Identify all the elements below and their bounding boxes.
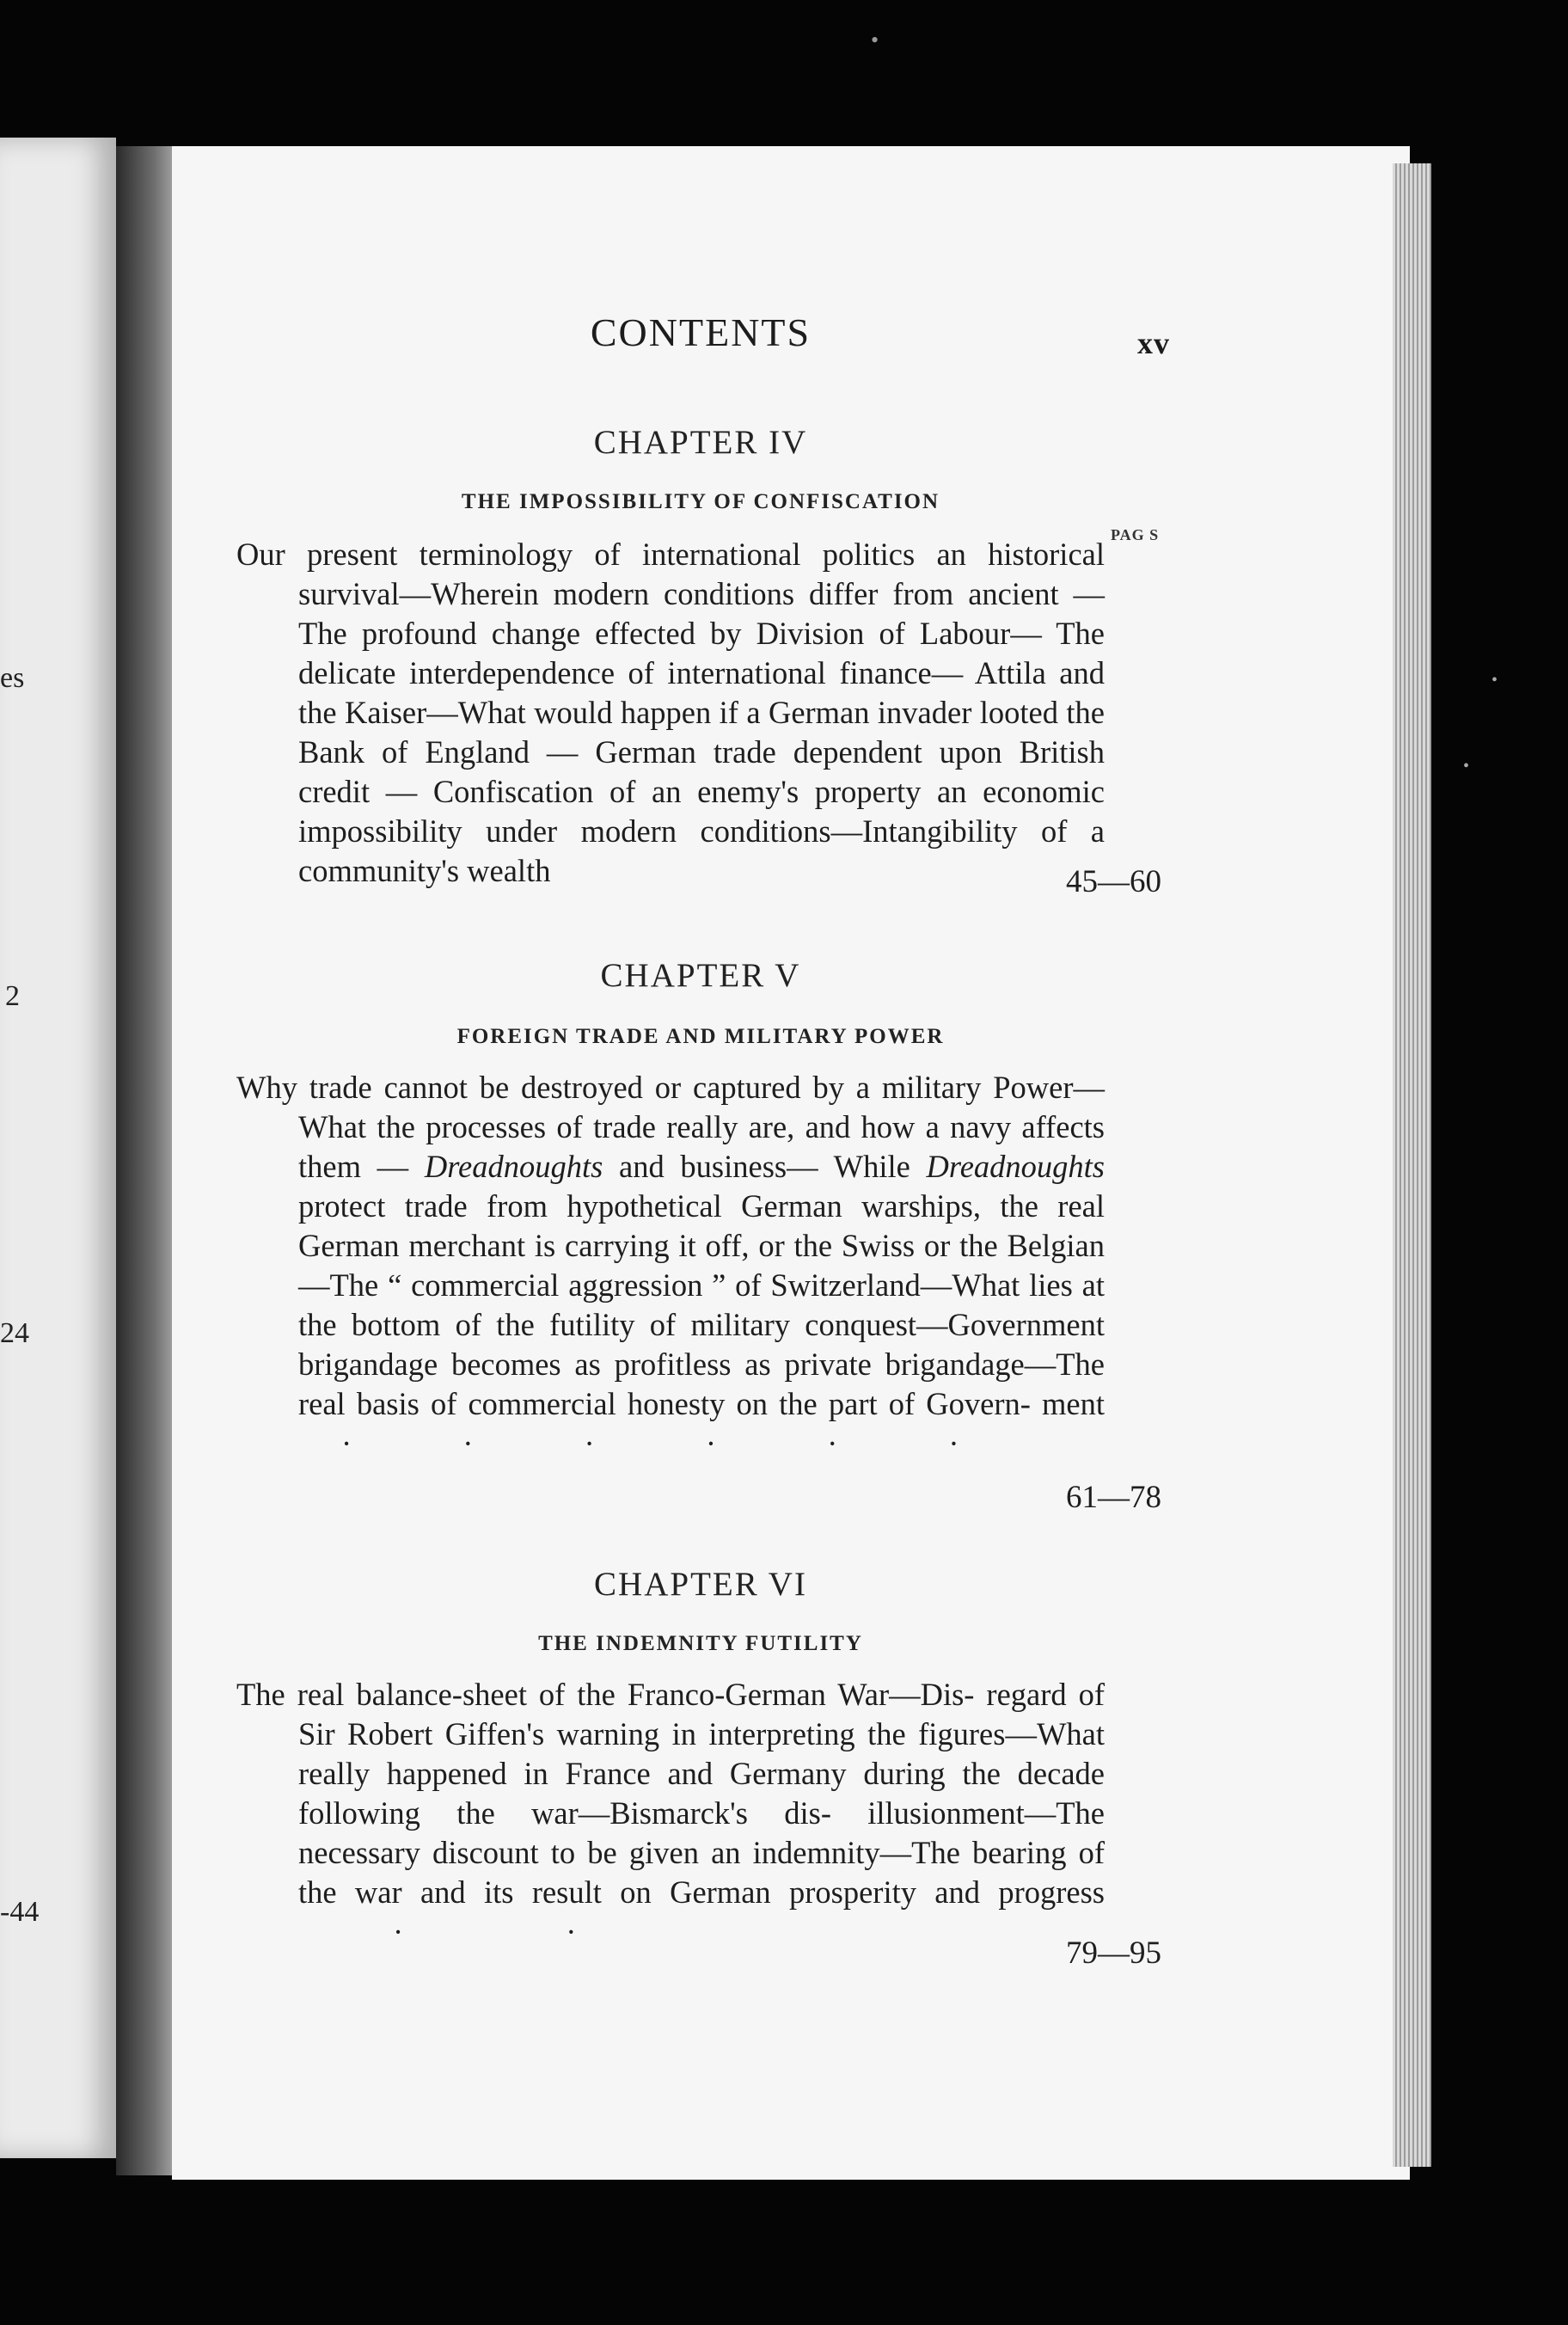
page-edges (1393, 163, 1431, 2167)
leader-dots: · · · · · · (341, 1426, 1011, 1461)
ship-name-italic: Dreadnoughts (926, 1149, 1106, 1184)
page-number: xv (1137, 326, 1170, 360)
chapter-page-range: 79—95 (1066, 1935, 1161, 1971)
chapter-summary-text: and business— While (603, 1149, 927, 1184)
chapter-summary-last-line: conditions—Intangibility of a community's wealth (298, 813, 1105, 888)
chapter-summary-text: The real balance-sheet of the Franco-German War—Dis- regard of Sir Robert Giffen's warning in interpreting the figures—What really happened in France and Germany during the decade following the war—Bismarck's dis- illusionment—The necessary discount to be given an indemnity—The bearing of the war and its result on (236, 1677, 1105, 1910)
scan-speck: • (1491, 671, 1498, 690)
left-page-fragment: -44 (0, 1896, 40, 1928)
chapter-summary-last-line: German prosperity and progress (670, 1874, 1106, 1910)
chapter-summary (236, 1675, 1105, 1952)
left-facing-page (0, 138, 116, 2158)
chapter-heading: CHAPTER V (600, 957, 801, 994)
left-page-fragment: 24 (0, 1317, 29, 1349)
chapter-summary-text: protect trade from hypothetical German warships, the real German merchant is carrying it off, or the Swiss or the Belgian—The “ commercial aggression ” of Switzerland—What lies at the bottom of the futility of military conquest—Government brigandage becomes as profitless as private brigandage—The real basis of commercial honesty on the part of Govern- (298, 1188, 1105, 1421)
leader-dots: · · (393, 1914, 654, 1949)
chapter-page-range: 61—78 (1066, 1480, 1161, 1515)
chapter-subtitle: FOREIGN TRADE AND MILITARY POWER (456, 1025, 945, 1048)
chapter-summary-text: Why trade cannot be destroyed or captured by a military Power—What the processes of trade really are, and how a navy affects them — (236, 1070, 1105, 1184)
chapter-page-range: 45—60 (1066, 864, 1161, 899)
chapter-summary-last-line: ment (1042, 1386, 1105, 1421)
chapter-subtitle: THE IMPOSSIBILITY OF CONFISCATION (461, 490, 940, 513)
left-page-fragment: es (0, 662, 25, 694)
scan-speck: • (871, 28, 879, 52)
scan-speck: • (1463, 757, 1470, 776)
chapter-subtitle: THE INDEMNITY FUTILITY (538, 1632, 863, 1655)
chapter-heading: CHAPTER VI (594, 1566, 807, 1603)
chapter-heading: CHAPTER IV (593, 424, 808, 461)
chapter-summary (236, 1068, 1105, 1463)
left-page-fragment: 2 (5, 980, 20, 1012)
page-title: CONTENTS (590, 310, 812, 354)
chapter-summary (236, 535, 1105, 891)
chapter-summary-text: Our present terminology of international politics an historical survival—Wherein modern conditions differ from ancient —The profound change effected by Division of Labour— The delicate interdependence of international finance— Attila and the Kaiser—What would happen if a German invader looted the Bank of England — German trade dependent upon British credit — Confiscation of an enemy's property an economic impossibility under modern (236, 537, 1105, 849)
pages-column-label: PAG S (1111, 526, 1160, 543)
ship-name-italic: Dreadnoughts (424, 1149, 603, 1184)
